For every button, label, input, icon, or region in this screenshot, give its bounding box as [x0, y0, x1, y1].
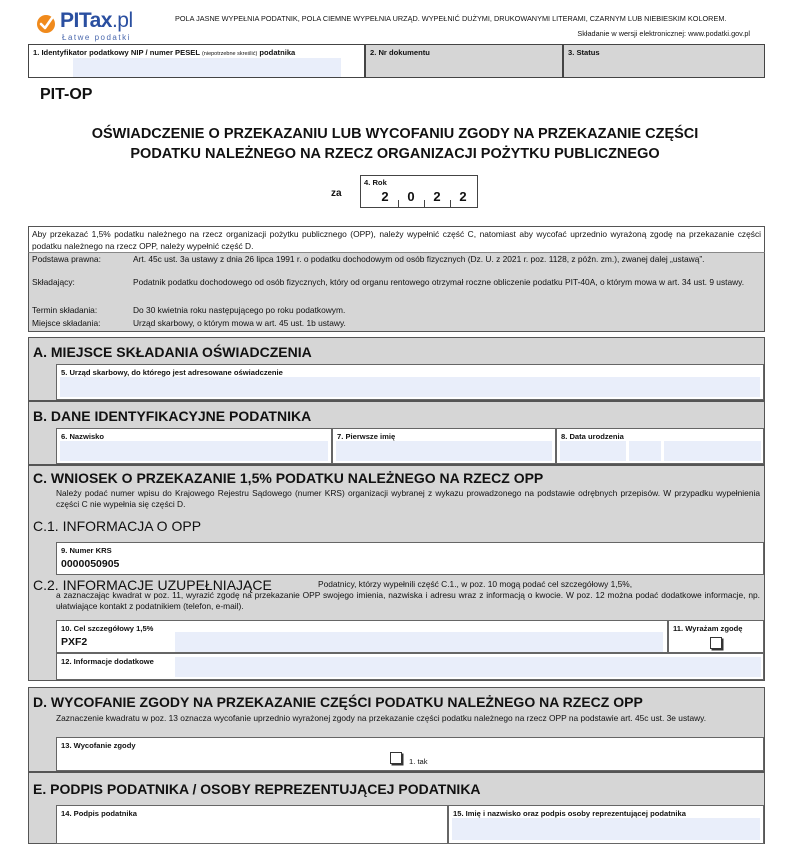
- field-12-label: 12. Informacje dodatkowe: [61, 657, 154, 666]
- form-title: OŚWIADCZENIE O PRZEKAZANIU LUB WYCOFANIU ZGODY NA PRZEKAZANIE CZĘŚCI PODATKU NALEŻNEGO NA RZECZ ORGANIZACJI POŻYTKU PUBLICZNEGO: [91, 126, 699, 162]
- legal-value: Art. 45c ust. 3a ustawy z dnia 26 lipca 1991 r. o podatku dochodowym od osób fizycznych (Dz. U. z 2021 r. poz. 1128, z późn. zm.), zwanej dalej „ustawą”.: [133, 254, 705, 264]
- field-3-status: [563, 44, 765, 78]
- section-c2-description: Podatnicy, którzy wypełnili część C.1., w poz. 10 mogą podać cel szczegółowy 1,5%,: [318, 579, 633, 589]
- field-6-input-area[interactable]: [60, 441, 328, 461]
- electronic-note: Składanie w wersji elektronicznej: www.podatki.gov.pl: [577, 29, 750, 38]
- field-1-input-area[interactable]: [73, 58, 341, 77]
- field-15-label: 15. Imię i nazwisko oraz podpis osoby reprezentującej podatnika: [453, 809, 686, 818]
- fill-instruction: POLA JASNE WYPEŁNIA PODATNIK, POLA CIEMNE WYPEŁNIA URZĄD. WYPEŁNIĆ DUŻYMI, DRUKOWANYMI LITERAMI, CZARNYM LUB NIEBIESKIM KOLOREM.: [175, 14, 727, 23]
- section-e-title: E. PODPIS PODATNIKA / OSOBY REPREZENTUJĄCEJ PODATNIKA: [33, 781, 481, 797]
- withdraw-checkbox[interactable]: [390, 752, 402, 764]
- field-15-input-area[interactable]: [452, 818, 760, 840]
- birth-month-input[interactable]: [629, 441, 661, 461]
- field-12-additional-info[interactable]: [56, 653, 764, 680]
- section-d: [28, 687, 765, 772]
- birth-day-input[interactable]: [560, 441, 626, 461]
- field-10-label: 10. Cel szczegółowy 1,5%: [61, 624, 154, 633]
- intro-text: Aby przekazać 1,5% podatku należnego na rzecz organizacji pożytku publicznego (OPP), należy wypełnić część C, natomiast aby wycofać uprzednio wyrażoną zgodę na przekazanie części podatku należnego na rzecz OPP, należy wypełnić część D.: [28, 226, 765, 253]
- field-2-label: 2. Nr dokumentu: [370, 48, 430, 57]
- legal-value: Podatnik podatku dochodowego od osób fizycznych, który od organu rentowego otrzymał roczne obliczenie podatku PIT-40A, o którym mowa w art. 34 ust. 9 ustawy.: [133, 277, 745, 287]
- field-9-label: 9. Numer KRS: [61, 546, 112, 555]
- logo-text: PITax.pl: [60, 9, 133, 32]
- field-8-birth-date[interactable]: [556, 428, 764, 464]
- year-digit: 0: [407, 189, 415, 204]
- legal-value: Do 30 kwietnia roku następującego po roku podatkowym.: [133, 305, 346, 315]
- field-7-label: 7. Pierwsze imię: [337, 432, 396, 441]
- digit-separator: [424, 200, 425, 207]
- field-12-input-area[interactable]: [175, 657, 761, 677]
- field-10-specific-purpose[interactable]: [56, 620, 668, 653]
- legal-label: Składający:: [32, 277, 75, 287]
- field-15-representative-signature[interactable]: [448, 805, 764, 844]
- withdraw-option-label: 1. tak: [409, 757, 428, 766]
- section-e: [28, 772, 765, 844]
- section-a-title: A. MIEJSCE SKŁADANIA OŚWIADCZENIA: [33, 344, 312, 360]
- legal-value: Urząd skarbowy, o którym mowa w art. 45 ust. 1b ustawy.: [133, 318, 346, 328]
- section-c-title: C. WNIOSEK O PRZEKAZANIE 1,5% PODATKU NALEŻNEGO NA RZECZ OPP: [33, 470, 544, 486]
- field-9-krs[interactable]: [56, 542, 764, 575]
- section-c2-description-continued: a zaznaczając kwadrat w poz. 11, wyrazić zgodę na przekazanie OPP swojego imienia, nazwiska i adresu wraz z informacją o kwocie. W poz. 12 można podać dodatkowe informacje, np. ułatwiające kontakt z podatnikiem (telefon, e-mail).: [56, 590, 760, 612]
- legal-label: Podstawa prawna:: [32, 254, 101, 264]
- field-7-first-name[interactable]: [332, 428, 556, 464]
- field-14-label: 14. Podpis podatnika: [61, 809, 137, 818]
- legal-info: [28, 252, 765, 332]
- legal-label: Termin składania:: [32, 305, 98, 315]
- year-prefix: za: [331, 188, 342, 199]
- consent-checkbox[interactable]: [710, 637, 722, 649]
- field-7-input-area[interactable]: [336, 441, 552, 461]
- field-13-withdraw-consent: [56, 737, 764, 771]
- year-digit: 2: [459, 189, 467, 204]
- field-5-tax-office[interactable]: [56, 364, 764, 400]
- section-b-title: B. DANE IDENTYFIKACYJNE PODATNIKA: [33, 408, 312, 424]
- birth-year-input[interactable]: [664, 441, 761, 461]
- field-1-label: 1. Identyfikator podatkowy NIP / numer PESEL (niepotrzebne skreślić) podatnika: [33, 48, 296, 57]
- section-c: [28, 465, 765, 681]
- field-4-label: 4. Rok: [364, 178, 387, 187]
- field-14-taxpayer-signature[interactable]: [56, 805, 448, 844]
- section-a: [28, 337, 765, 401]
- field-13-label: 13. Wycofanie zgody: [61, 741, 136, 750]
- year-digit: 2: [433, 189, 441, 204]
- field-6-surname[interactable]: [56, 428, 332, 464]
- form-code: PIT-OP: [40, 86, 93, 103]
- field-8-label: 8. Data urodzenia: [561, 432, 624, 441]
- field-6-label: 6. Nazwisko: [61, 432, 105, 441]
- field-9-value: 0000050905: [61, 558, 120, 570]
- digit-separator: [398, 200, 399, 207]
- digit-separator: [450, 200, 451, 207]
- field-1-nip-pesel[interactable]: [28, 44, 365, 78]
- section-c1-title: C.1. INFORMACJA O OPP: [33, 518, 202, 534]
- pitax-logo-icon: [36, 12, 56, 34]
- section-d-description: Zaznaczenie kwadratu w poz. 13 oznacza wycofanie uprzednio wyrażonej zgody na przekazanie części podatku należnego na rzecz OPP na podstawie art. 45c ust. 3e ustawy.: [56, 713, 707, 723]
- section-c2-title: C.2. INFORMACJE UZUPEŁNIAJĄCE: [33, 577, 272, 593]
- field-2-document-number: [365, 44, 563, 78]
- field-10-value: PXF2: [61, 636, 88, 648]
- field-10-input-area[interactable]: [175, 632, 663, 652]
- logo-tagline: Łatwe podatki: [62, 33, 131, 42]
- section-d-title: D. WYCOFANIE ZGODY NA PRZEKAZANIE CZĘŚCI PODATKU NALEŻNEGO NA RZECZ OPP: [33, 694, 643, 710]
- section-c-description: Należy podać numer wpisu do Krajowego Rejestru Sądowego (numer KRS) organizacji wybranej z wykazu prowadzonego na podstawie odrębnych przepisów. W przypadku wypełnienia części C nie wypełnia się części D.: [56, 488, 760, 510]
- field-5-label: 5. Urząd skarbowy, do którego jest adresowane oświadczenie: [61, 368, 283, 377]
- field-3-label: 3. Status: [568, 48, 600, 57]
- year-digit: 2: [381, 189, 389, 204]
- section-b: [28, 401, 765, 465]
- field-11-consent: [668, 620, 764, 653]
- field-4-year[interactable]: [360, 175, 478, 208]
- legal-label: Miejsce składania:: [32, 318, 101, 328]
- field-5-input-area[interactable]: [60, 377, 760, 397]
- field-11-label: 11. Wyrażam zgodę: [673, 624, 743, 633]
